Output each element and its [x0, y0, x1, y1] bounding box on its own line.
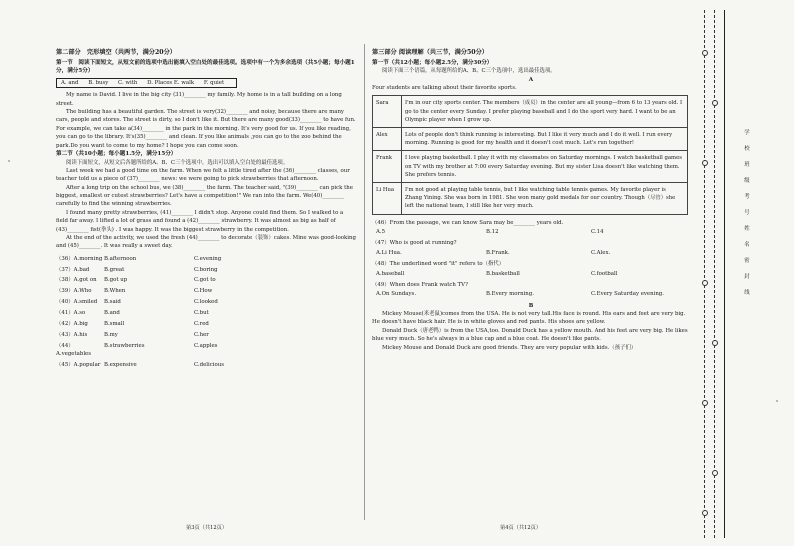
- option: （38）A.got on: [56, 277, 97, 284]
- student-name: Frank: [373, 151, 402, 183]
- rail-label: 班: [744, 162, 750, 168]
- passage-b-paragraph: Mickey Mouse(米老鼠)comes from the USA. He is not very tall.His face is round. His ears and feet are very big. He doesn't have black hair. He is in white gloves and red pants. His shoes are yellow.: [372, 311, 686, 326]
- page-4-column: [372, 48, 690, 352]
- passage-a-label: A: [528, 76, 534, 83]
- option: C.apples: [194, 342, 218, 349]
- option: （44）A.vegetables: [56, 342, 91, 358]
- binding-rail: [702, 10, 738, 538]
- passage-a-intro: Four students are talking about their favorite sports.: [372, 85, 517, 92]
- student-name: Sara: [373, 96, 402, 128]
- option: （36）A.morning: [56, 255, 103, 262]
- question-47-options: [376, 249, 690, 257]
- column-divider: [364, 44, 365, 520]
- section-2-instruction: 阅读下面短文，从短文后各题所给的A、B、C三个选项中，选出可以填入空白处的最佳选项。: [66, 159, 289, 166]
- rail-label: 级: [744, 178, 750, 184]
- students-table: [372, 95, 688, 214]
- binding-hole-icon: [712, 100, 718, 106]
- passage-2-paragraph: After a long trip on the school bus, we (38)________ the farm. The teacher said, "(39)________ can pick the biggest, smallest or cutest strawberries? Let's have a competition!" We ran into the farm. We(40)________ carefully to find the winning strawberries.: [56, 184, 353, 208]
- table-row: [373, 128, 688, 151]
- option: C.14: [591, 229, 604, 235]
- option: C.Every Saturday evening.: [591, 291, 664, 298]
- table-row: [373, 183, 688, 215]
- part-2-title: 第二部分 完形填空（共两节，满分20分）: [56, 49, 176, 56]
- passage-2-paragraph: Last week we had a good time on the farm. When we felt a little tired after the (36)________ classes, our teacher told us a piece of (37)________ news: we were going to pick strawberries that afternoon.: [56, 167, 350, 183]
- rail-label: 名: [744, 242, 750, 248]
- question-48: （48）The underlined word "it" refers to（指代）: [372, 261, 505, 268]
- seal-dashed-line: [704, 10, 705, 538]
- option: A.5: [376, 229, 386, 235]
- binding-hole-icon: [702, 280, 708, 286]
- option: C.How: [194, 288, 213, 295]
- option: （43）A.his: [56, 331, 88, 338]
- passage-1-paragraph: The building has a beautiful garden. The street is very(32)________ and noisy, because there are many cars, people and stores. The street is dirty, so I don't like it. But there are many good(33)________ to have fun. For example, we can take a(34)________ in the park in the morning. It's very good for us. If you like reading, you can go to the library. It's(35)________ and clean. If you like animals ,you can go to the zoo behind the park.Do you want to come to my home? I hope you can come soon.: [56, 109, 356, 149]
- reading-section-1-title: 第一节（共12小题；每小题2.5分，满分30分）: [372, 59, 493, 66]
- rail-label: 号: [744, 210, 750, 216]
- option: B.my: [104, 331, 118, 338]
- binding-hole-icon: [702, 50, 708, 56]
- option: C.looked: [194, 299, 218, 306]
- option: A.On Sundays.: [376, 291, 417, 298]
- option: B.Frank.: [486, 249, 510, 256]
- option: （37）A.bad: [56, 266, 90, 273]
- scan-speck: [8, 160, 10, 162]
- page-3-footer: 第3页（共12页）: [186, 525, 228, 531]
- option: B.great: [104, 266, 125, 273]
- rail-label: 姓: [744, 226, 750, 232]
- question-46: （46）From the passage, we can know Sara may be________ years old.: [372, 219, 564, 226]
- question-48-options: [376, 270, 690, 278]
- option: A.baseball: [376, 270, 405, 277]
- student-statement: I'm not good at playing table tennis, but I like watching table tennis games. My favorite player is Zhang Yining. She was born in 1981. She won many gold medals for our country. Though（尽管）she left the national team, I still like her very much.: [402, 183, 688, 215]
- seal-solid-line: [724, 10, 725, 538]
- option: C.delicious: [194, 361, 224, 368]
- question-47: （47）Who is good at running?: [372, 240, 457, 247]
- question-49: （49）When does Frank watch TV?: [372, 281, 468, 288]
- option: C.got to: [194, 277, 216, 284]
- option: B.When: [104, 288, 126, 295]
- passage-2-paragraph: At the end of the activity, we used the fresh (44)________ to decorate（装饰）cakes. Mine was good-looking and (45)________. It was really a sweet day.: [56, 234, 356, 250]
- option: （45）A.popular: [56, 361, 101, 368]
- scan-speck: [776, 400, 778, 402]
- option: C.Alex.: [591, 249, 611, 256]
- option: C.her: [194, 331, 209, 338]
- cloze-options: [56, 255, 356, 370]
- part-3-title: 第三部分 阅读理解（共三节，满分50分）: [372, 49, 488, 56]
- word-bank-option: B. busy: [88, 79, 109, 86]
- student-statement: I'm in our city sports center. The members（成员）in the center are all young—from 6 to 13 years old. I go to the center every Sunday. I prefer playing baseball and I do the sport very hard. I want to be an Olympic player when I grow up.: [402, 96, 688, 128]
- option: （41）A.so: [56, 310, 86, 317]
- option: （42）A.big: [56, 320, 88, 327]
- option: C.boring: [194, 266, 218, 273]
- seal-dashed-line: [714, 10, 715, 538]
- page-3-column: [56, 48, 356, 369]
- binding-hole-icon: [712, 470, 718, 476]
- student-name: Alex: [373, 128, 402, 151]
- question-49-options: [376, 290, 690, 298]
- option: B.basketball: [486, 270, 520, 277]
- option: （39）A.Who: [56, 288, 92, 295]
- option: A.Li Hua.: [376, 249, 402, 256]
- option: B.said: [104, 299, 121, 306]
- table-row: [373, 96, 688, 128]
- rail-label: 封: [744, 274, 750, 280]
- word-bank-option: D. Places E. walk: [147, 79, 195, 86]
- option: C.but: [194, 310, 209, 317]
- binding-rail-labels: [742, 125, 752, 301]
- student-statement: I love playing basketball. I play it with my classmates on Saturday mornings. I watch basketball games on TV with my brother at 7:00 every Saturday evening. But my sister Lisa doesn't like watching them. She prefers tennis.: [402, 151, 688, 183]
- option: B.got up: [104, 277, 128, 284]
- option: B.12: [486, 229, 499, 235]
- section-1-title: 第一节 阅读下面短文，从短文前的选项中选出能填入空白处的最佳选项。选项中有一个为多余选项（共5小题；每小题1分，满分5分）: [56, 59, 355, 75]
- student-statement: Lots of people don't think running is interesting. But I like it very much and I do it well. I run every morning. Running is good for my health and it doesn't cost much. Let's run together!: [402, 128, 688, 151]
- passage-1-paragraph: My name is David. I live in the big city (31)________ my family. My home is in a tall building on a long street.: [56, 92, 342, 107]
- option: B.Every morning.: [486, 291, 534, 298]
- word-bank-option: A. and: [61, 79, 79, 86]
- option: C.evening: [194, 255, 222, 262]
- passage-2-paragraph: I found many pretty strawberries, (41)________ I didn't stop. Anyone could find them. So I walked to a field far away. I lifted a lot of grass and found a (42)________ strawberry. It was almost as big as half of (43)________ fist(拳头) . I was happy. It was the biggest strawberry in the competition.: [56, 209, 344, 233]
- binding-hole-icon: [702, 510, 708, 516]
- binding-hole-icon: [702, 400, 708, 406]
- word-bank-box: [56, 78, 237, 88]
- passage-b-paragraph: Donald Duck（唐老鸭）is from the USA,too. Donald Duck has a yellow mouth. And his feet are very big. He likes blue very much. So he's always in a blue cap and a blue coat. He doesn't like pants.: [372, 327, 688, 343]
- word-bank-option: C. with: [118, 79, 138, 86]
- binding-hole-icon: [712, 340, 718, 346]
- option: B.afternoon: [104, 255, 137, 262]
- passage-b-paragraph: Mickey Mouse and Donald Duck are good friends. They are very popular with kids.（孩子们）: [382, 344, 637, 351]
- table-row: [373, 151, 688, 183]
- option: C.red: [194, 320, 209, 327]
- page-4-footer: 第4页（共12页）: [500, 525, 542, 531]
- option: B.and: [104, 310, 120, 317]
- rail-label: 密: [744, 258, 750, 264]
- word-bank-option: F. quiet: [203, 79, 225, 86]
- rail-label: 学: [744, 130, 750, 136]
- option: C.football: [591, 270, 618, 277]
- rail-label: 校: [744, 146, 750, 152]
- section-2-title: 第二节（共10小题；每小题1.5分，满分15分）: [56, 150, 177, 157]
- student-name: Li Hua: [373, 183, 402, 215]
- option: B.small: [104, 320, 125, 327]
- reading-instruction: 阅读下面三个语篇，从每题所给的A、B、C三个选项中，选出最佳选项。: [382, 68, 556, 75]
- binding-hole-icon: [702, 160, 708, 166]
- rail-label: 线: [744, 290, 750, 296]
- passage-b-label: B: [528, 302, 534, 309]
- option: （40）A.smiled: [56, 299, 98, 306]
- rail-label: 考: [744, 194, 750, 200]
- question-46-options: [376, 228, 690, 236]
- option: B.expensive: [104, 361, 137, 368]
- option: B.strawberries: [104, 342, 145, 349]
